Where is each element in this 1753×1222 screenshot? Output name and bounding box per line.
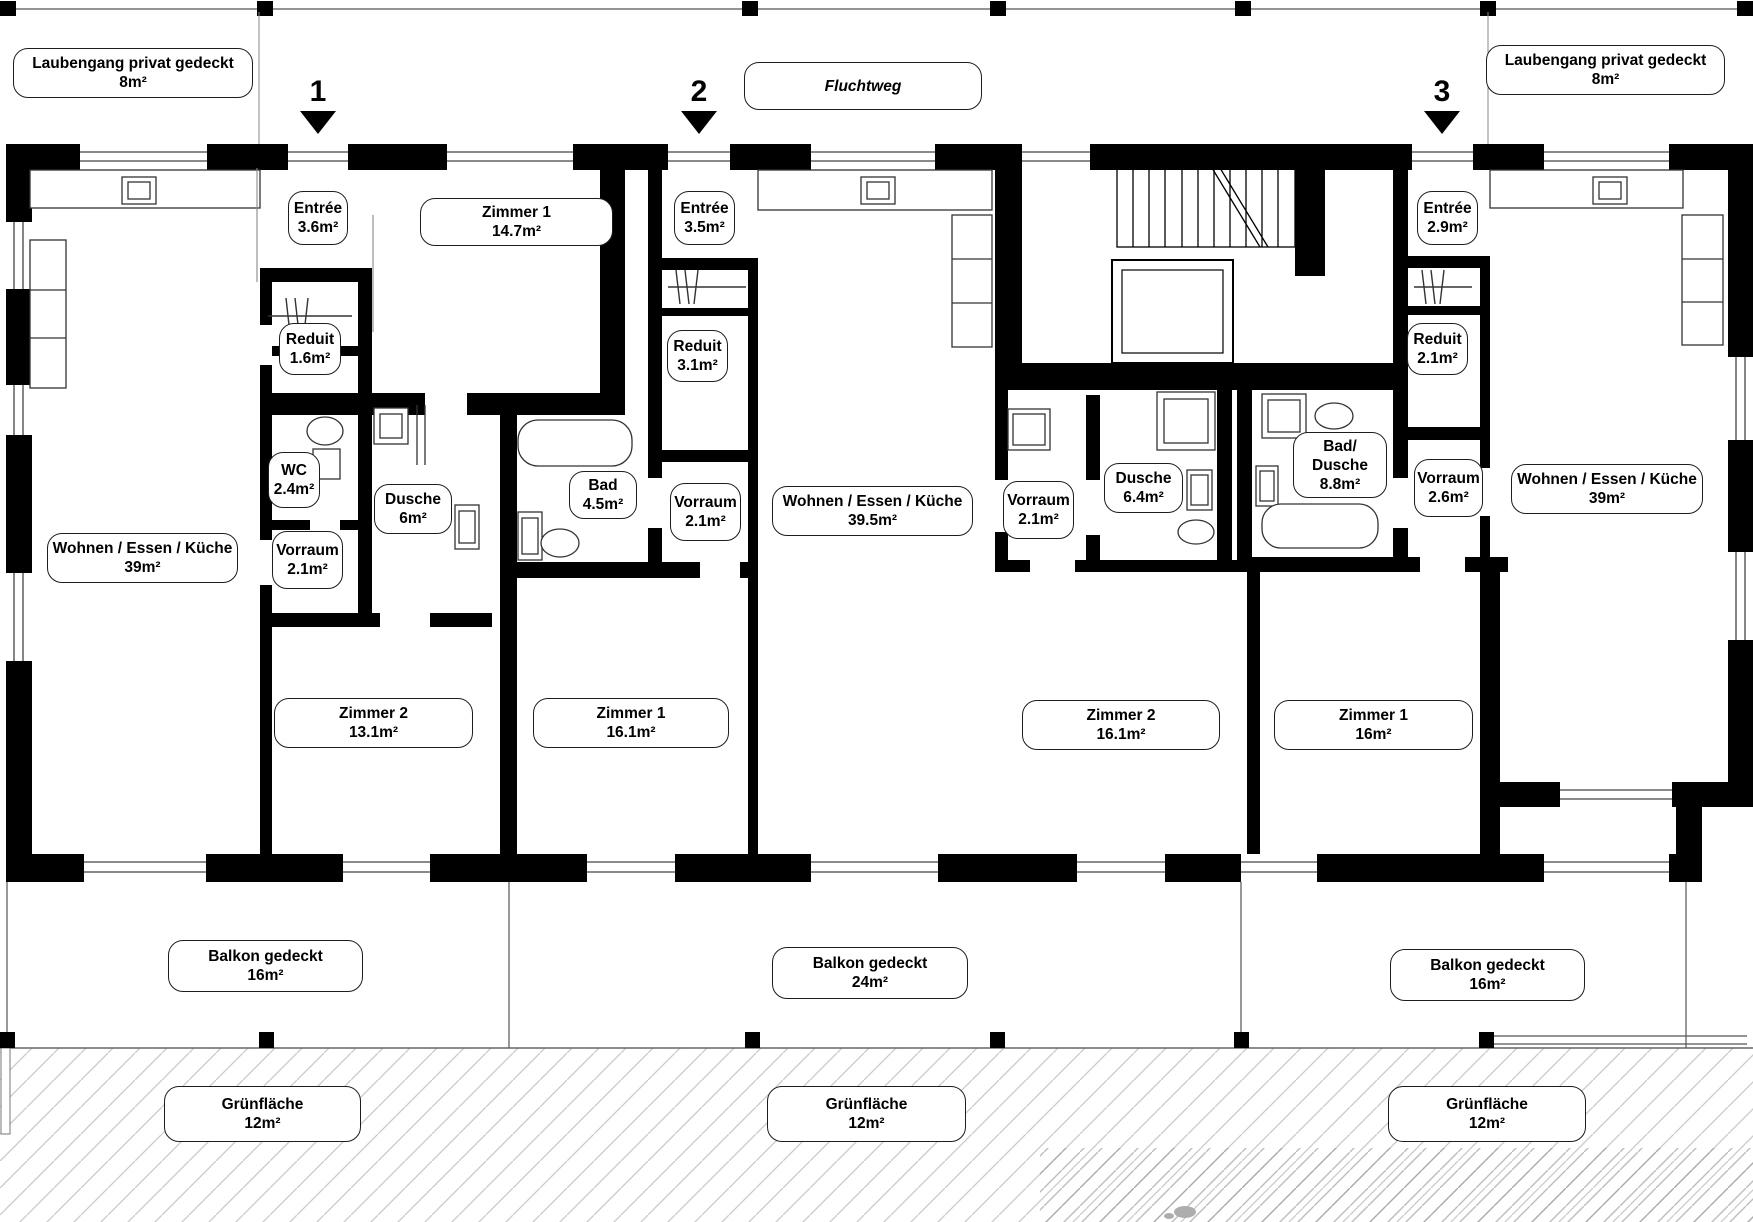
room-label-entree-3: Entrée 2.9m² [1417,191,1478,245]
room-label-wohnen-3: Wohnen / Essen / Küche 39m² [1511,464,1703,514]
room-label-wohnen-2: Wohnen / Essen / Küche 39.5m² [772,486,973,536]
room-label-wc-1: WC 2.4m² [268,452,320,508]
entrance-marker-1 [300,76,336,134]
elevator-icon [1112,260,1233,363]
room-label-bad-2: Bad 4.5m² [569,471,637,519]
room-label-reduit-1: Reduit 1.6m² [279,323,341,375]
entrance-number: 2 [690,75,708,108]
room-label-balkon-mid: Balkon gedeckt 24m² [772,947,968,999]
room-label-zimmer1-ap1: Zimmer 1 14.7m² [420,198,613,246]
room-label-zimmer1-ap2: Zimmer 1 16.1m² [533,698,729,748]
room-label-zimmer2-ap2: Zimmer 2 16.1m² [1022,700,1220,750]
room-label-vorraum-1: Vorraum 2.1m² [272,531,343,589]
entrance-marker-3 [1424,76,1460,134]
room-label-vorraum-2b: Vorraum 2.1m² [1003,481,1074,539]
room-label-wohnen-1: Wohnen / Essen / Küche 39m² [47,533,238,583]
room-label-laubengang-right: Laubengang privat gedeckt 8m² [1486,45,1725,95]
down-arrow-icon [1424,111,1460,134]
room-label-dusche-2: Dusche 6.4m² [1104,463,1183,513]
room-label-fluchtweg: Fluchtweg [744,62,982,110]
room-label-laubengang-left: Laubengang privat gedeckt 8m² [13,48,253,98]
room-label-zimmer1-ap3: Zimmer 1 16m² [1274,700,1473,750]
room-label-bad-dusche-3: Bad/ Dusche 8.8m² [1293,432,1387,498]
entrance-marker-2 [681,76,717,134]
entrance-number: 3 [1433,75,1451,108]
room-label-balkon-left: Balkon gedeckt 16m² [168,940,363,992]
room-label-balkon-right: Balkon gedeckt 16m² [1390,949,1585,1001]
room-label-entree-1: Entrée 3.6m² [288,191,348,245]
room-label-reduit-2: Reduit 3.1m² [667,330,728,382]
down-arrow-icon [300,111,336,134]
down-arrow-icon [681,111,717,134]
room-label-gruenflaeche-right: Grünfläche 12m² [1388,1086,1586,1142]
entrance-number: 1 [309,75,327,108]
room-label-dusche-1: Dusche 6m² [374,484,452,534]
room-label-vorraum-2a: Vorraum 2.1m² [670,483,741,541]
room-label-entree-2: Entrée 3.5m² [674,191,735,245]
room-label-gruenflaeche-mid: Grünfläche 12m² [767,1086,966,1142]
room-label-gruenflaeche-left: Grünfläche 12m² [164,1086,361,1142]
room-label-zimmer2-ap1: Zimmer 2 13.1m² [274,698,473,748]
room-label-reduit-3: Reduit 2.1m² [1407,323,1468,375]
room-label-vorraum-3: Vorraum 2.6m² [1414,459,1483,517]
